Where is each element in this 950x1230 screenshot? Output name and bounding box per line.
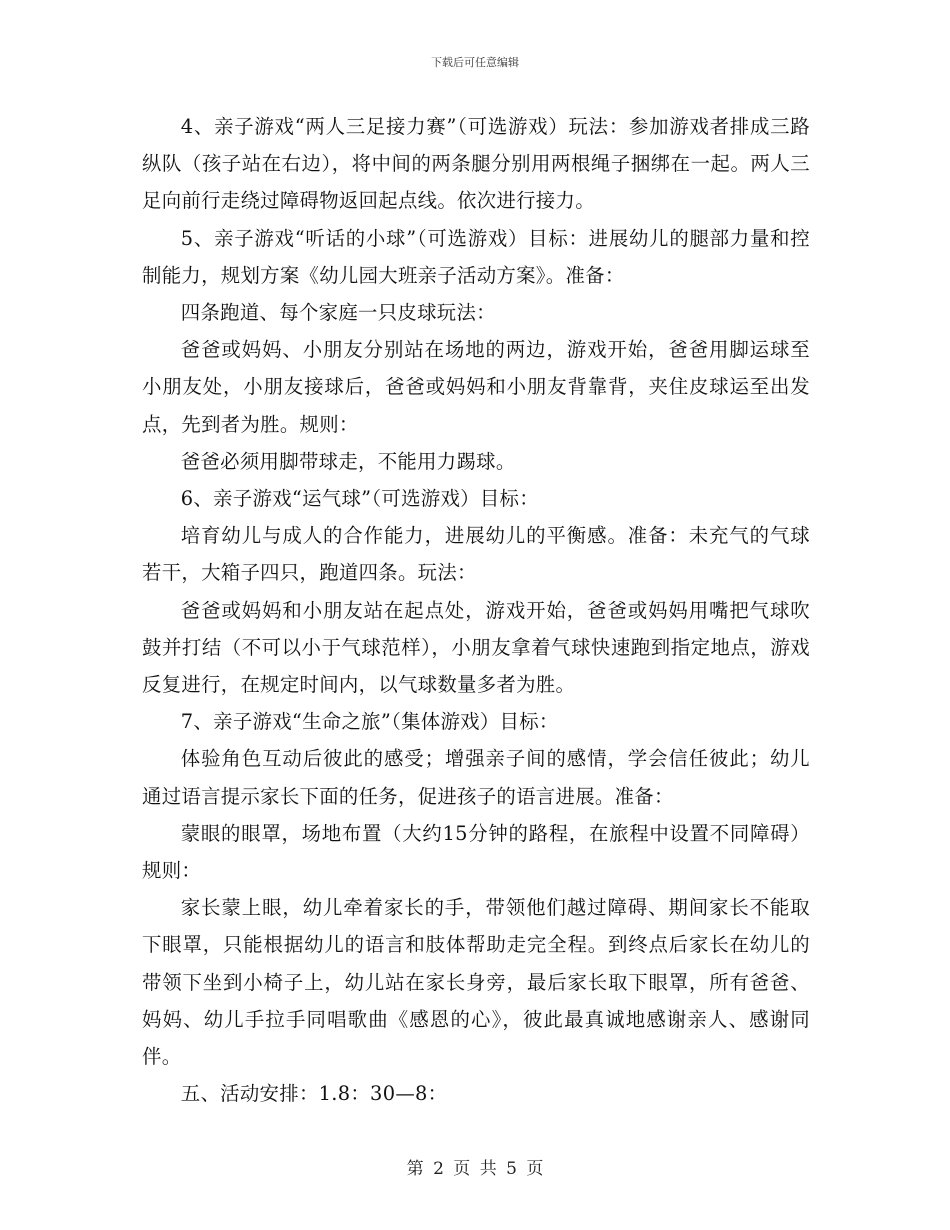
paragraph-game-5-rule: 爸爸必须用脚带球走，不能用力踢球。: [180, 449, 516, 473]
paragraph-game-6-title: 6、亲子游戏“运气球”（可选游戏）目标：: [180, 487, 539, 511]
page-footer: 第 2 页 共 5 页: [406, 1159, 544, 1179]
paragraph-game-7-title: 7、亲子游戏“生命之旅”（集体游戏）目标：: [180, 710, 559, 734]
paragraph-schedule: 五、活动安排：1.8：30—8：: [180, 1082, 448, 1106]
document-body: [142, 108, 810, 1112]
paragraph-game-5-goal: 5、亲子游戏“听话的小球”（可选游戏）目标：进展幼儿的腿部力量和控制能力，规划方案《幼儿园大班亲子活动方案》。准备：: [142, 226, 810, 287]
page-header: 下载后可任意编辑: [431, 56, 519, 69]
paragraph-game-6-goal: 培育幼儿与成人的合作能力，进展幼儿的平衡感。准备：未充气的气球若干，大箱子四只，跑道四条。玩法：: [142, 524, 810, 585]
paragraph-game-7-rule: 家长蒙上眼，幼儿牵着家长的手，带领他们越过障碍、期间家长不能取下眼罩，只能根据幼儿的语言和肢体帮助走完全程。到终点后家长在幼儿的带领下坐到小椅子上，幼儿站在家长身旁，最后家长取下眼罩，所有爸爸、妈妈、幼儿手拉手同唱歌曲《感恩的心》，彼此最真诚地感谢亲人、感谢同伴。: [142, 896, 810, 1069]
paragraph-game-7-prep: 蒙眼的眼罩，场地布置（大约15分钟的路程，在旅程中设置不同障碍）规则：: [142, 821, 810, 883]
paragraph-game-4: 4、亲子游戏“两人三足接力赛”（可选游戏）玩法：参加游戏者排成三路纵队（孩子站在右边），将中间的两条腿分别用两根绳子捆绑在一起。两人三足向前行走绕过障碍物返回起点线。依次进行接力。: [142, 115, 810, 213]
paragraph-game-6-play: 爸爸或妈妈和小朋友站在起点处，游戏开始，爸爸或妈妈用嘴把气球吹鼓并打结（不可以小于气球范样），小朋友拿着气球快速跑到指定地点，游戏反复进行，在规定时间内，以气球数量多者为胜。: [142, 598, 810, 697]
paragraph-game-5-play: 爸爸或妈妈、小朋友分别站在场地的两边，游戏开始，爸爸用脚运球至小朋友处，小朋友接球后，爸爸或妈妈和小朋友背靠背，夹住皮球运至出发点，先到者为胜。规则：: [142, 338, 810, 436]
paragraph-game-5-prep: 四条跑道、每个家庭一只皮球玩法：: [180, 301, 496, 325]
paragraph-game-7-goal: 体验角色互动后彼此的感受；增强亲子间的感情，学会信任彼此；幼儿通过语言提示家长下面的任务，促进孩子的语言进展。准备：: [142, 747, 810, 808]
